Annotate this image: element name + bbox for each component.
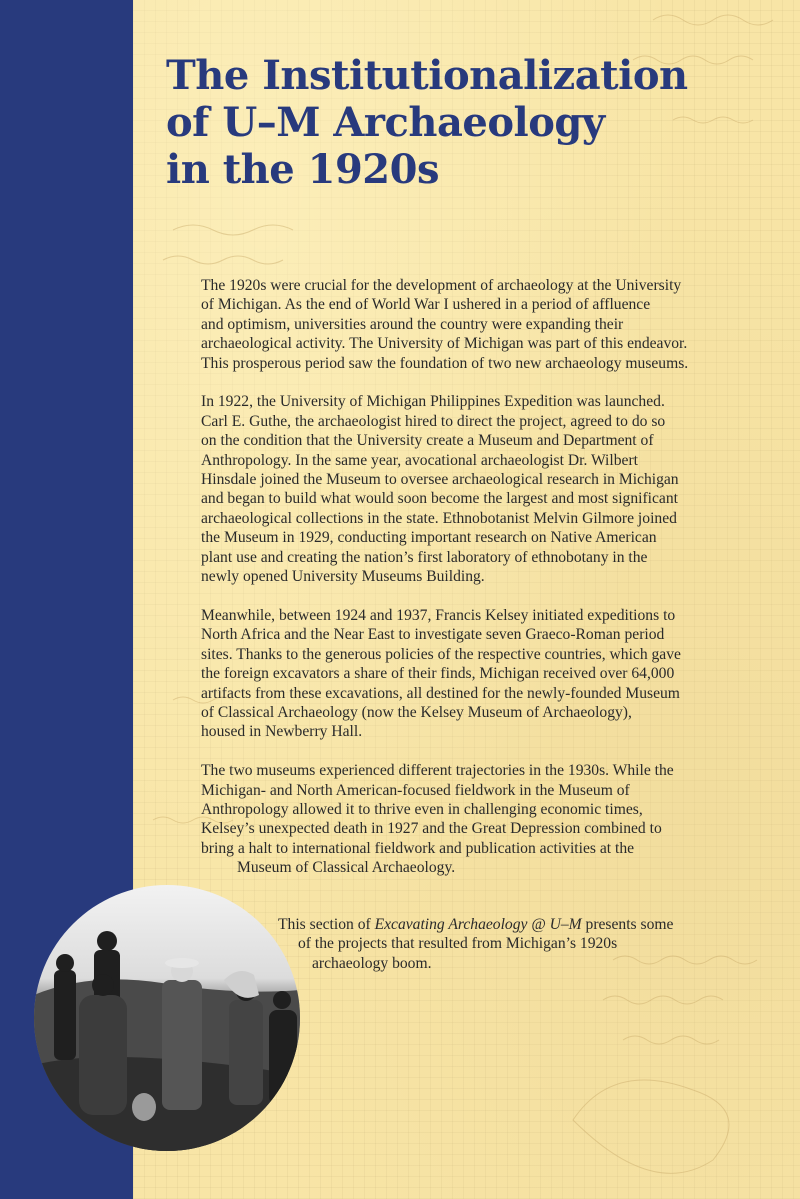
text-line: the Museum in 1929, conducting important research on Native American: [201, 529, 657, 547]
text-line: Carl E. Guthe, the archaeologist hired to direct the project, agreed to do so: [201, 412, 666, 430]
body-text: [201, 276, 761, 878]
paragraph-4: [201, 761, 761, 877]
title-line-1: The Institutionalization: [166, 52, 688, 99]
closing-statement: [278, 915, 718, 973]
closing-line-1: [278, 915, 718, 934]
text-line: Meanwhile, between 1924 and 1937, Francis Kelsey initiated expeditions to: [201, 606, 676, 624]
closing-prefix: This section of: [278, 916, 375, 933]
text-line: and began to build what would soon become the largest and most significant: [201, 490, 678, 508]
closing-line-3: archaeology boom.: [312, 954, 432, 972]
historical-photo-excavation-crew: [34, 885, 300, 1151]
text-line: archaeological activity. The University of Michigan was part of this endeavor.: [201, 335, 688, 353]
text-line: Michigan- and North American-focused fieldwork in the Museum of: [201, 781, 630, 799]
text-line: of Michigan. As the end of World War I ushered in a period of affluence: [201, 296, 651, 314]
text-line: on the condition that the University create a Museum and Department of: [201, 432, 654, 450]
text-line: This prosperous period saw the foundation of two new archaeology museums.: [201, 354, 689, 372]
text-line: plant use and creating the nation’s first laboratory of ethnobotany in the: [201, 548, 648, 566]
text-line: North Africa and the Near East to investigate seven Graeco-Roman period: [201, 626, 665, 644]
title-line-3: in the 1920s: [166, 146, 439, 193]
paragraph-2: [201, 392, 761, 586]
text-line: of Classical Archaeology (now the Kelsey Museum of Archaeology),: [201, 703, 632, 721]
text-line: Anthropology allowed it to thrive even in challenging economic times,: [201, 800, 643, 818]
page-title: [166, 52, 776, 193]
text-line: and optimism, universities around the country were expanding their: [201, 315, 624, 333]
text-line: Anthropology. In the same year, avocational archaeologist Dr. Wilbert: [201, 451, 638, 469]
text-line: newly opened University Museums Building.: [201, 568, 485, 586]
paragraph-1: [201, 276, 761, 373]
text-line: In 1922, the University of Michigan Philippines Expedition was launched.: [201, 393, 665, 411]
text-line: Museum of Classical Archaeology.: [237, 859, 456, 877]
text-line: bring a halt to international fieldwork and publication activities at the: [201, 839, 635, 857]
text-line: The two museums experienced different trajectories in the 1930s. While the: [201, 762, 674, 780]
paragraph-3: [201, 606, 761, 742]
text-line: The 1920s were crucial for the development of archaeology at the University: [201, 277, 682, 294]
title-line-2: of U–M Archaeology: [166, 99, 605, 146]
text-line: the foreign excavators a share of their finds, Michigan received over 64,000: [201, 665, 675, 683]
text-line: housed in Newberry Hall.: [201, 723, 363, 741]
closing-suffix: presents some: [581, 916, 674, 933]
exhibit-title: Excavating Archaeology @ U–M: [374, 916, 582, 933]
text-line: Hinsdale joined the Museum to oversee archaeological research in Michigan: [201, 471, 679, 489]
text-line: archaeological collections in the state. Ethnobotanist Melvin Gilmore joined: [201, 509, 677, 527]
closing-line-2: of the projects that resulted from Michigan’s 1920s: [298, 935, 618, 953]
text-line: sites. Thanks to the generous policies of the respective countries, which gave: [201, 645, 681, 663]
text-line: Kelsey’s unexpected death in 1927 and the Great Depression combined to: [201, 820, 662, 838]
text-line: artifacts from these excavations, all destined for the newly-founded Museum: [201, 684, 680, 702]
